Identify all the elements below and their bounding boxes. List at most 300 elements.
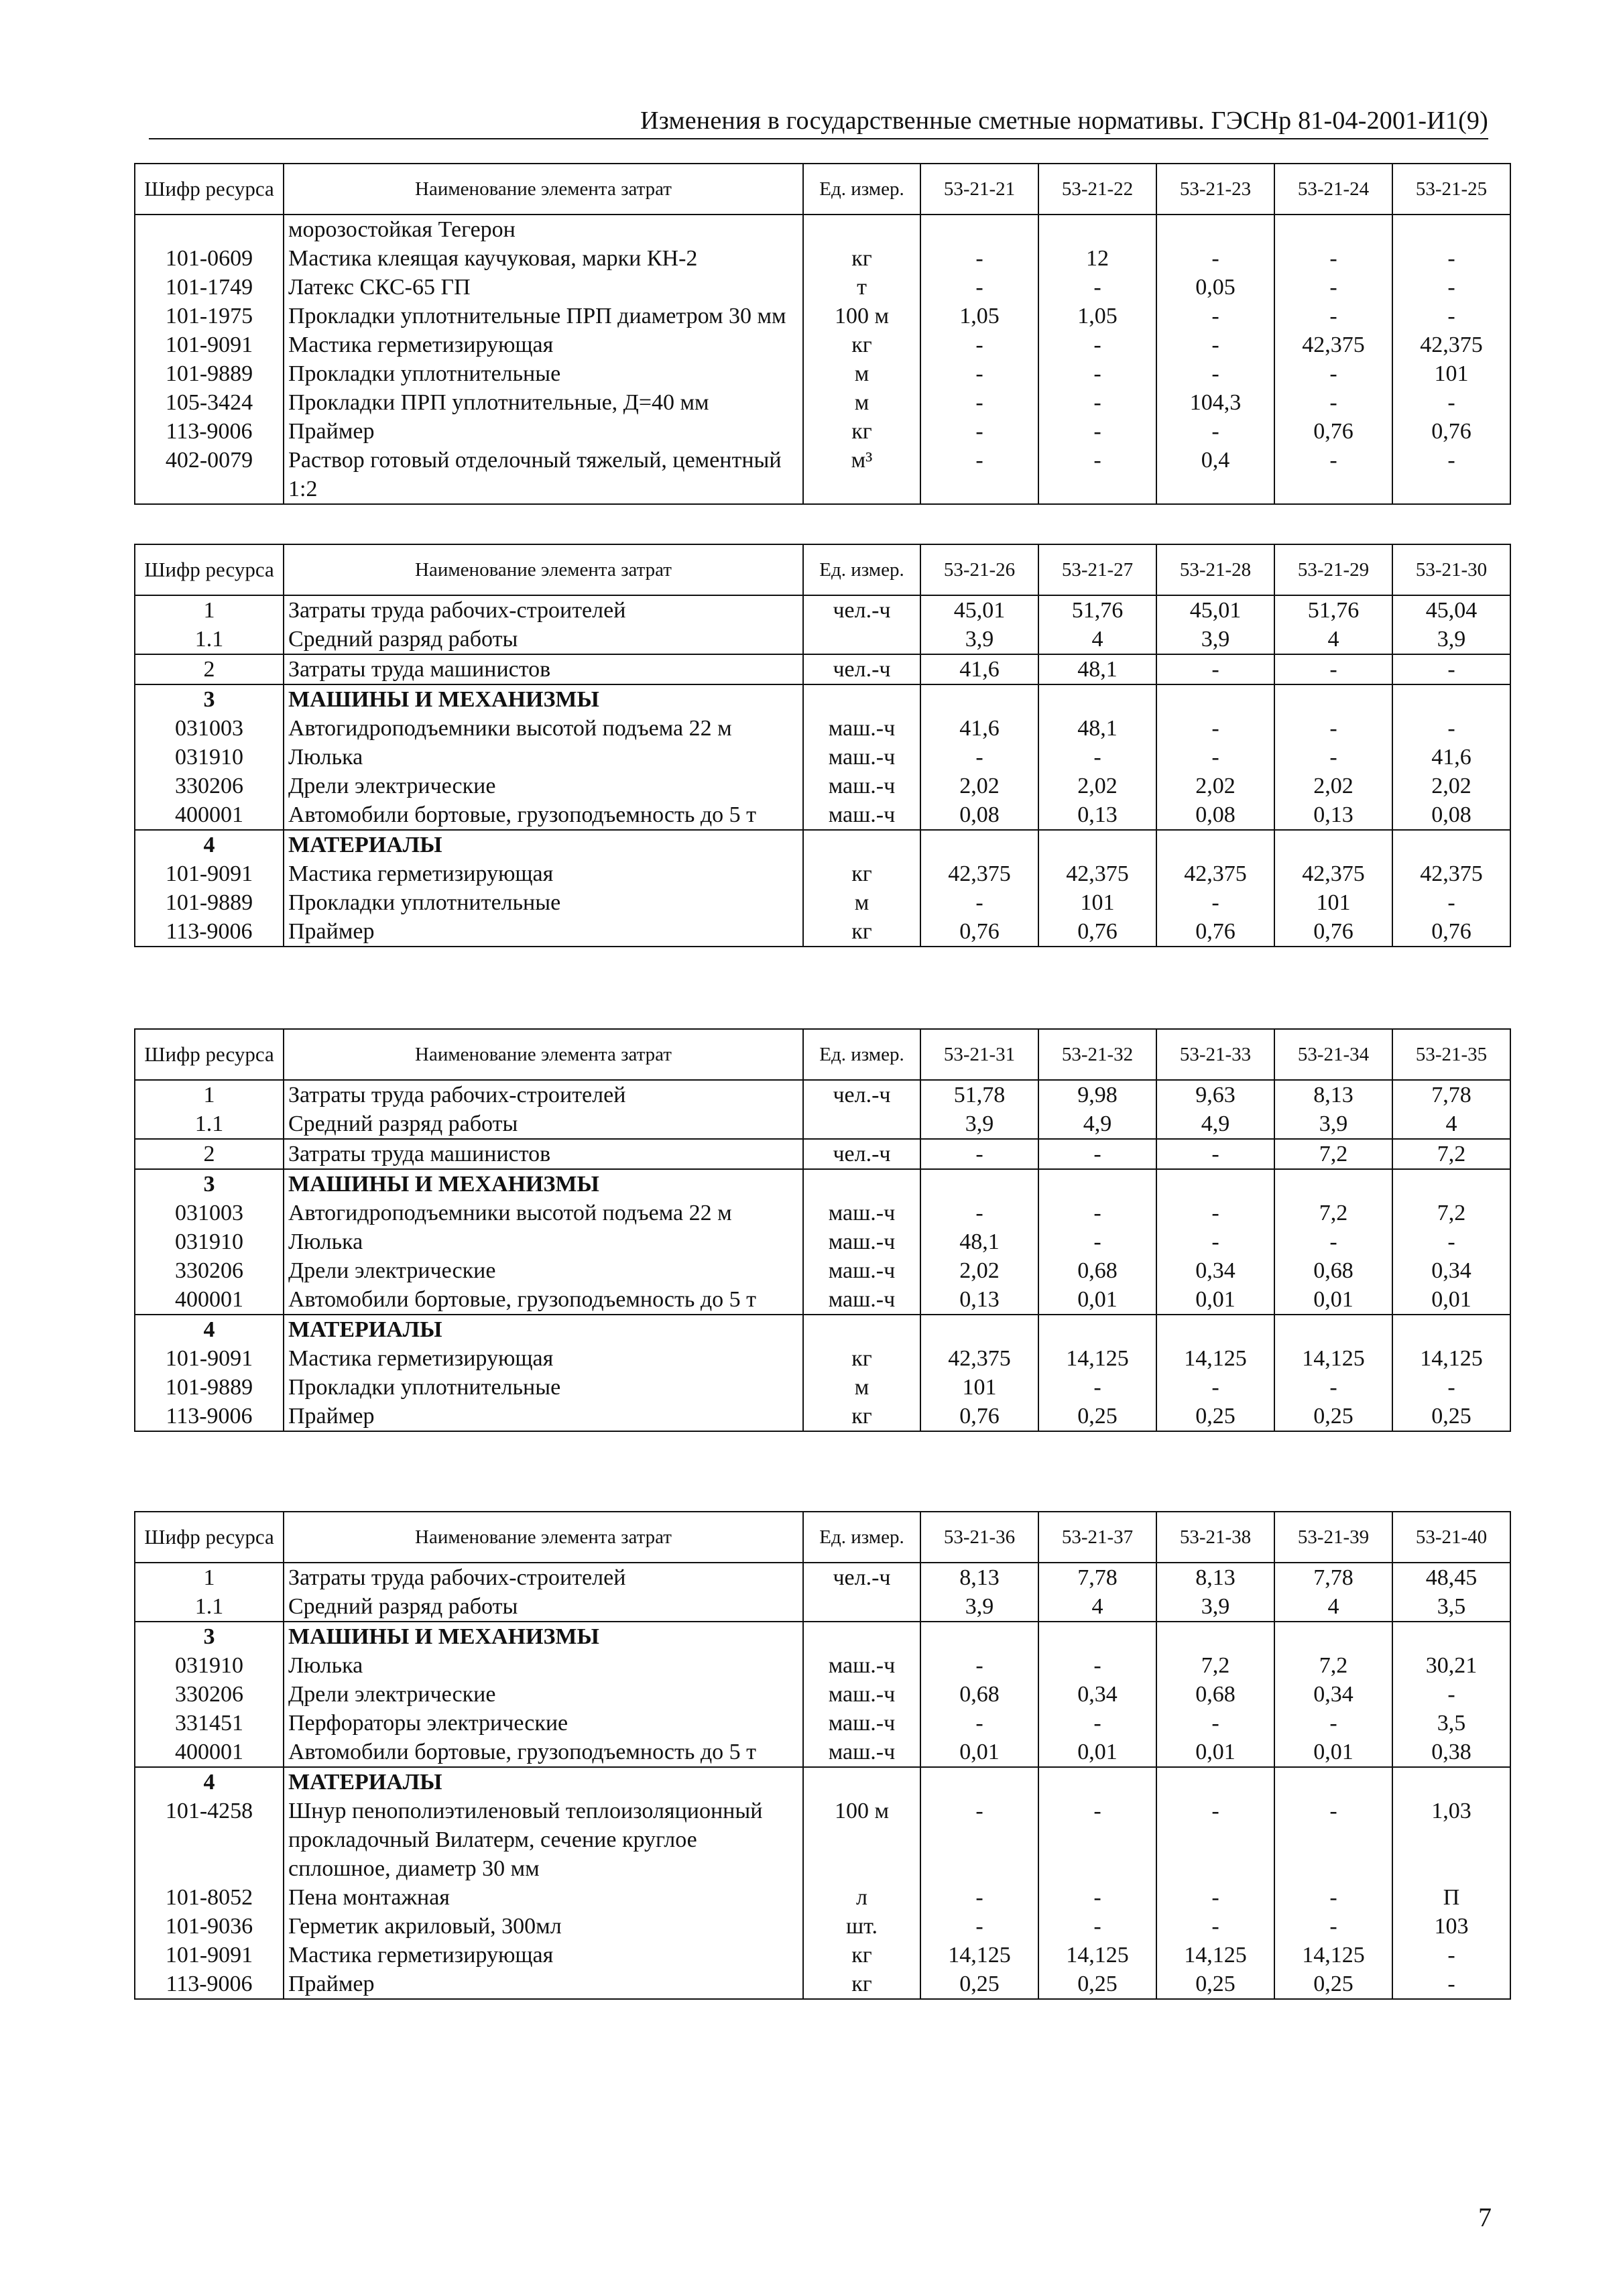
norm-value: 14,125: [1156, 1344, 1274, 1373]
cost-element-name: Перфораторы электрические: [284, 1709, 803, 1738]
norm-value: -: [1038, 1912, 1156, 1941]
table-row: [135, 1651, 1510, 1680]
resource-code: 2: [135, 1139, 284, 1169]
resource-code: 330206: [135, 772, 284, 800]
norm-value: -: [1274, 446, 1392, 504]
table-row: [135, 917, 1510, 947]
resource-code: 101-4258: [135, 1797, 284, 1883]
norm-value: -: [1274, 1227, 1392, 1256]
table-row: [135, 215, 1510, 244]
resource-code: 101-9091: [135, 330, 284, 359]
norm-value: 7,2: [1274, 1651, 1392, 1680]
norm-value: 2,02: [1392, 772, 1510, 800]
norm-value: 3,9: [920, 1109, 1038, 1139]
cost-element-name: МАШИНЫ И МЕХАНИЗМЫ: [284, 1622, 803, 1651]
norm-value: -: [1156, 1912, 1274, 1941]
cost-element-name: Средний разряд работы: [284, 625, 803, 654]
norm-value: 41,6: [920, 654, 1038, 684]
resource-code: 101-8052: [135, 1883, 284, 1912]
cost-element-name: Мастика герметизирующая: [284, 1941, 803, 1970]
resource-code: 400001: [135, 1738, 284, 1767]
norm-value: 0,08: [1156, 800, 1274, 830]
table-row: [135, 772, 1510, 800]
cost-element-name: Дрели электрические: [284, 1256, 803, 1285]
cost-element-name: Шнур пенополиэтиленовый теплоизоляционный прокладочный Вилатерм, сечение круглое сплошное, диаметр 30 мм: [284, 1797, 803, 1883]
unit: м: [803, 1373, 920, 1402]
norm-code-header: 53-21-37: [1038, 1512, 1156, 1563]
norm-value: -: [1274, 273, 1392, 302]
norm-value: [1274, 215, 1392, 244]
resource-code: 330206: [135, 1256, 284, 1285]
unit: маш.-ч: [803, 1285, 920, 1315]
norm-value: -: [1038, 1651, 1156, 1680]
norm-value: -: [1038, 1709, 1156, 1738]
table-row: [135, 1315, 1510, 1344]
norm-value: -: [1274, 654, 1392, 684]
unit: чел.-ч: [803, 1563, 920, 1592]
cost-element-name: Дрели электрические: [284, 1680, 803, 1709]
norm-code-header: 53-21-34: [1274, 1029, 1392, 1080]
unit-header: Ед. измер.: [803, 164, 920, 215]
unit: маш.-ч: [803, 743, 920, 772]
norm-value: -: [1392, 388, 1510, 417]
norm-value: -: [1156, 714, 1274, 743]
norm-value: 41,6: [1392, 743, 1510, 772]
norm-value: -: [1038, 1797, 1156, 1883]
norm-value: -: [1156, 359, 1274, 388]
norm-value: -: [1156, 1709, 1274, 1738]
norm-value: -: [1274, 388, 1392, 417]
norm-table: [134, 1028, 1511, 1432]
cost-element-name: Праймер: [284, 1402, 803, 1431]
norm-value: -: [1274, 1797, 1392, 1883]
table-row: [135, 330, 1510, 359]
norm-value: 3,9: [1156, 625, 1274, 654]
norm-value: -: [1156, 244, 1274, 273]
norm-value: -: [1274, 244, 1392, 273]
norm-value: -: [1156, 743, 1274, 772]
norm-value: 0,01: [1274, 1285, 1392, 1315]
unit: м: [803, 359, 920, 388]
norm-value: -: [1156, 1227, 1274, 1256]
norm-value: 0,08: [920, 800, 1038, 830]
norm-value: 104,3: [1156, 388, 1274, 417]
cost-element-name: Праймер: [284, 1970, 803, 1999]
cost-element-name: МАШИНЫ И МЕХАНИЗМЫ: [284, 684, 803, 714]
norm-value: -: [1392, 1680, 1510, 1709]
norm-value: 48,1: [920, 1227, 1038, 1256]
norm-value: 0,25: [1038, 1402, 1156, 1431]
norm-value: [1038, 1767, 1156, 1797]
norm-value: -: [920, 359, 1038, 388]
norm-value: 14,125: [1274, 1941, 1392, 1970]
unit: [803, 1169, 920, 1199]
resource-code: 1.1: [135, 625, 284, 654]
norm-value: -: [1274, 714, 1392, 743]
cost-element-name-header: Наименование элемента затрат: [284, 164, 803, 215]
norm-value: -: [1156, 1797, 1274, 1883]
norm-value: -: [920, 1709, 1038, 1738]
norm-value: 101: [1274, 888, 1392, 917]
norm-value: 9,98: [1038, 1080, 1156, 1109]
norm-value: 42,375: [1274, 330, 1392, 359]
resource-code: 1: [135, 595, 284, 625]
table-row: [135, 1256, 1510, 1285]
table-row: [135, 1622, 1510, 1651]
norm-value: 0,01: [1038, 1285, 1156, 1315]
norm-value: -: [920, 1797, 1038, 1883]
cost-element-name: Прокладки уплотнительные: [284, 359, 803, 388]
norm-value: [1156, 830, 1274, 859]
norm-code-header: 53-21-25: [1392, 164, 1510, 215]
norm-value: 42,375: [1392, 859, 1510, 888]
cost-element-name: Латекс СКС-65 ГП: [284, 273, 803, 302]
resource-code: 331451: [135, 1709, 284, 1738]
norm-value: -: [1038, 1199, 1156, 1227]
norm-value: [1392, 830, 1510, 859]
norm-value: 0,01: [1156, 1285, 1274, 1315]
resource-code: 101-9091: [135, 859, 284, 888]
norm-value: -: [1392, 1970, 1510, 1999]
norm-value: [1156, 1622, 1274, 1651]
norm-value: 2,02: [1038, 772, 1156, 800]
norm-value: -: [1392, 1373, 1510, 1402]
resource-code: 4: [135, 830, 284, 859]
norm-code-header: 53-21-28: [1156, 544, 1274, 595]
norm-value: -: [1156, 654, 1274, 684]
page-header: [149, 101, 1488, 139]
norm-value: 7,2: [1156, 1651, 1274, 1680]
norm-value: [1392, 215, 1510, 244]
norm-value: 3,9: [1392, 625, 1510, 654]
cost-element-name-header: Наименование элемента затрат: [284, 1512, 803, 1563]
table-row: [135, 1563, 1510, 1592]
resource-code-header: Шифр ресурса: [135, 544, 284, 595]
cost-element-name: Затраты труда машинистов: [284, 1139, 803, 1169]
norm-value: 4: [1274, 625, 1392, 654]
norm-value: -: [1392, 888, 1510, 917]
norm-value: 45,01: [920, 595, 1038, 625]
unit-header: Ед. измер.: [803, 1029, 920, 1080]
table-row: [135, 1109, 1510, 1139]
table-row: [135, 1373, 1510, 1402]
norm-value: -: [920, 446, 1038, 504]
resource-code: [135, 215, 284, 244]
norm-value: 103: [1392, 1912, 1510, 1941]
table-row: [135, 1738, 1510, 1767]
norm-code-header: 53-21-40: [1392, 1512, 1510, 1563]
table-row: [135, 1344, 1510, 1373]
norm-value: [920, 1622, 1038, 1651]
norm-value: 4,9: [1156, 1109, 1274, 1139]
cost-element-name-header: Наименование элемента затрат: [284, 1029, 803, 1080]
cost-element-name: Герметик акриловый, 300мл: [284, 1912, 803, 1941]
norm-value: [1156, 684, 1274, 714]
norm-value: -: [1392, 302, 1510, 330]
norm-value: -: [1156, 1199, 1274, 1227]
norm-value: 48,1: [1038, 654, 1156, 684]
unit: [803, 1315, 920, 1344]
norm-code-header: 53-21-27: [1038, 544, 1156, 595]
norm-value: [1156, 215, 1274, 244]
cost-element-name: Средний разряд работы: [284, 1109, 803, 1139]
cost-element-name: Затраты труда рабочих-строителей: [284, 1080, 803, 1109]
norm-value: 42,375: [920, 859, 1038, 888]
norm-value: -: [920, 743, 1038, 772]
table-row: [135, 446, 1510, 504]
table-row: [135, 595, 1510, 625]
table-row: [135, 684, 1510, 714]
norm-value: -: [1392, 714, 1510, 743]
norm-code-header: 53-21-21: [920, 164, 1038, 215]
norm-value: 0,25: [1156, 1402, 1274, 1431]
norm-value: 4,9: [1038, 1109, 1156, 1139]
table-row: [135, 654, 1510, 684]
unit: л: [803, 1883, 920, 1912]
norm-value: 12: [1038, 244, 1156, 273]
unit: т: [803, 273, 920, 302]
unit: маш.-ч: [803, 1651, 920, 1680]
norm-value: [1038, 830, 1156, 859]
table-row: [135, 359, 1510, 388]
norm-value: 3,9: [1156, 1592, 1274, 1622]
table-row: [135, 1941, 1510, 1970]
norm-value: -: [1156, 1373, 1274, 1402]
norm-value: 0,76: [1038, 917, 1156, 947]
norm-value: -: [1392, 446, 1510, 504]
cost-element-name: Мастика герметизирующая: [284, 1344, 803, 1373]
norm-value: -: [1038, 1139, 1156, 1169]
resource-code: 402-0079: [135, 446, 284, 504]
cost-element-name: Прокладки уплотнительные: [284, 888, 803, 917]
unit: маш.-ч: [803, 714, 920, 743]
unit: 100 м: [803, 1797, 920, 1883]
norm-value: [1038, 1169, 1156, 1199]
unit: маш.-ч: [803, 1256, 920, 1285]
norm-code-header: 53-21-29: [1274, 544, 1392, 595]
norm-table: [134, 163, 1511, 505]
page-number: 7: [1478, 2202, 1492, 2232]
unit: маш.-ч: [803, 772, 920, 800]
table-header-row: [135, 544, 1510, 595]
norm-value: -: [1392, 654, 1510, 684]
norm-value: -: [1392, 1227, 1510, 1256]
norm-value: 0,34: [1038, 1680, 1156, 1709]
norm-value: [1038, 1622, 1156, 1651]
norm-value: 0,76: [1274, 917, 1392, 947]
norm-value: 0,68: [1038, 1256, 1156, 1285]
norm-value: 0,76: [920, 1402, 1038, 1431]
cost-element-name: Пена монтажная: [284, 1883, 803, 1912]
norm-value: [920, 1169, 1038, 1199]
resource-code: 101-9889: [135, 888, 284, 917]
norm-value: 41,6: [920, 714, 1038, 743]
table-row: [135, 417, 1510, 446]
unit: [803, 684, 920, 714]
norm-value: 0,13: [1274, 800, 1392, 830]
cost-element-name: Автомобили бортовые, грузоподъемность до 5 т: [284, 1738, 803, 1767]
norm-value: 9,63: [1156, 1080, 1274, 1109]
resource-code: 031910: [135, 1227, 284, 1256]
norm-value: 1,05: [1038, 302, 1156, 330]
norm-value: 0,01: [1392, 1285, 1510, 1315]
norm-value: 8,13: [920, 1563, 1038, 1592]
norm-value: 7,2: [1274, 1199, 1392, 1227]
norm-table: [134, 544, 1511, 947]
norm-value: -: [1038, 273, 1156, 302]
norm-code-header: 53-21-26: [920, 544, 1038, 595]
table-row: [135, 1709, 1510, 1738]
norm-value: -: [1038, 388, 1156, 417]
norm-code-header: 53-21-24: [1274, 164, 1392, 215]
unit: [803, 1592, 920, 1622]
norm-code-header: 53-21-30: [1392, 544, 1510, 595]
norm-value: -: [1156, 417, 1274, 446]
norm-value: 14,125: [1156, 1941, 1274, 1970]
table-row: [135, 244, 1510, 273]
unit: м: [803, 388, 920, 417]
norm-value: 0,01: [1156, 1738, 1274, 1767]
table-row: [135, 1767, 1510, 1797]
table-row: [135, 1139, 1510, 1169]
norm-value: 42,375: [920, 1344, 1038, 1373]
cost-element-name: Автогидроподъемники высотой подъема 22 м: [284, 714, 803, 743]
unit: кг: [803, 244, 920, 273]
norm-value: -: [1274, 359, 1392, 388]
unit: кг: [803, 330, 920, 359]
unit: маш.-ч: [803, 1680, 920, 1709]
norm-value: 42,375: [1156, 859, 1274, 888]
norm-value: -: [1038, 1373, 1156, 1402]
cost-element-name: Мастика клеящая каучуковая, марки КН-2: [284, 244, 803, 273]
norm-value: [1274, 1622, 1392, 1651]
norm-value: 0,34: [1274, 1680, 1392, 1709]
cost-element-name: Средний разряд работы: [284, 1592, 803, 1622]
norm-value: 0,25: [1274, 1970, 1392, 1999]
cost-element-name: Люлька: [284, 1651, 803, 1680]
norm-value: 0,68: [1156, 1680, 1274, 1709]
norm-value: [1038, 1315, 1156, 1344]
norm-value: -: [1038, 359, 1156, 388]
norm-value: 0,01: [1038, 1738, 1156, 1767]
cost-element-name: Автомобили бортовые, грузоподъемность до 5 т: [284, 1285, 803, 1315]
table-row: [135, 714, 1510, 743]
table-row: [135, 1402, 1510, 1431]
unit: маш.-ч: [803, 1199, 920, 1227]
unit: [803, 625, 920, 654]
norm-value: 7,2: [1274, 1139, 1392, 1169]
resource-code: 330206: [135, 1680, 284, 1709]
norm-value: -: [920, 1883, 1038, 1912]
norm-value: 8,13: [1274, 1080, 1392, 1109]
resource-code: 101-9036: [135, 1912, 284, 1941]
table-row: [135, 888, 1510, 917]
norm-value: 4: [1274, 1592, 1392, 1622]
table-row: [135, 1680, 1510, 1709]
unit: кг: [803, 859, 920, 888]
norm-value: -: [1392, 244, 1510, 273]
table-row: [135, 1199, 1510, 1227]
norm-code-header: 53-21-32: [1038, 1029, 1156, 1080]
norm-value: 3,9: [920, 1592, 1038, 1622]
norm-value: 45,04: [1392, 595, 1510, 625]
norm-value: 3,5: [1392, 1709, 1510, 1738]
norm-code-header: 53-21-39: [1274, 1512, 1392, 1563]
resource-code: 101-1749: [135, 273, 284, 302]
cost-element-name: Прокладки ПРП уплотнительные, Д=40 мм: [284, 388, 803, 417]
norm-value: 14,125: [920, 1941, 1038, 1970]
norm-value: 0,76: [1156, 917, 1274, 947]
norm-value: 4: [1038, 625, 1156, 654]
norm-value: [1392, 684, 1510, 714]
norm-value: 0,08: [1392, 800, 1510, 830]
norm-value: 14,125: [1392, 1344, 1510, 1373]
norm-value: 2,02: [920, 1256, 1038, 1285]
norm-value: 7,78: [1392, 1080, 1510, 1109]
norm-value: 0,76: [1274, 417, 1392, 446]
cost-element-name: Затраты труда рабочих-строителей: [284, 595, 803, 625]
unit-header: Ед. измер.: [803, 544, 920, 595]
norm-value: -: [1156, 330, 1274, 359]
resource-code: 2: [135, 654, 284, 684]
norm-value: [920, 684, 1038, 714]
norm-code-header: 53-21-31: [920, 1029, 1038, 1080]
norm-value: 0,01: [1274, 1738, 1392, 1767]
norm-value: [1274, 1767, 1392, 1797]
cost-element-name: Дрели электрические: [284, 772, 803, 800]
resource-code: 113-9006: [135, 1970, 284, 1999]
table-row: [135, 1169, 1510, 1199]
cost-element-name: Затраты труда машинистов: [284, 654, 803, 684]
table-row: [135, 1797, 1510, 1883]
norm-value: [1392, 1767, 1510, 1797]
resource-code: 101-9091: [135, 1344, 284, 1373]
unit: чел.-ч: [803, 1080, 920, 1109]
norm-value: [1274, 830, 1392, 859]
norm-value: -: [920, 888, 1038, 917]
norm-value: 0,68: [920, 1680, 1038, 1709]
unit: кг: [803, 1344, 920, 1373]
norm-value: 14,125: [1038, 1344, 1156, 1373]
table-header-row: [135, 1512, 1510, 1563]
norm-value: 7,2: [1392, 1139, 1510, 1169]
norm-value: 0,25: [1392, 1402, 1510, 1431]
norm-value: 0,76: [920, 917, 1038, 947]
table-row: [135, 1227, 1510, 1256]
norm-value: [920, 830, 1038, 859]
norm-value: 0,05: [1156, 273, 1274, 302]
norm-value: -: [920, 388, 1038, 417]
norm-value: -: [920, 244, 1038, 273]
norm-value: -: [920, 417, 1038, 446]
table-row: [135, 302, 1510, 330]
cost-element-name: МАШИНЫ И МЕХАНИЗМЫ: [284, 1169, 803, 1199]
table-row: [135, 1080, 1510, 1109]
norm-value: [920, 1767, 1038, 1797]
norm-code-header: 53-21-23: [1156, 164, 1274, 215]
norm-value: -: [1156, 888, 1274, 917]
resource-code: 3: [135, 1622, 284, 1651]
cost-element-name: Раствор готовый отделочный тяжелый, цементный 1:2: [284, 446, 803, 504]
resource-code: 3: [135, 1169, 284, 1199]
norm-value: 51,76: [1038, 595, 1156, 625]
norm-value: 0,38: [1392, 1738, 1510, 1767]
norm-value: 0,68: [1274, 1256, 1392, 1285]
norm-value: 0,25: [1038, 1970, 1156, 1999]
norm-value: -: [1274, 1883, 1392, 1912]
norm-value: 42,375: [1038, 859, 1156, 888]
table-row: [135, 1970, 1510, 1999]
